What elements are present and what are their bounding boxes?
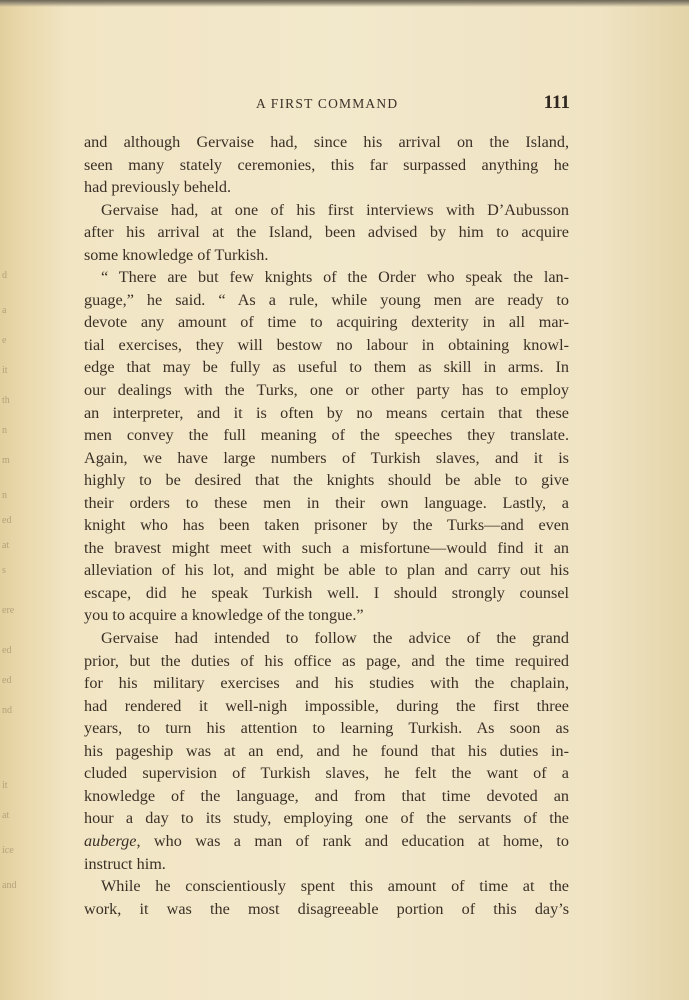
text-line: you to acquire a knowledge of the tongue.”: [84, 606, 364, 625]
bleed-fragment: ed: [2, 645, 12, 656]
text-line: tial exercises, they will bestow no labour in obtaining knowl-: [84, 335, 569, 354]
text-line: knowledge of the language, and from that time devoted an: [84, 786, 569, 805]
bleed-fragment: s: [2, 565, 6, 576]
text-line: cluded supervision of Turkish slaves, he felt the want of a: [84, 764, 569, 783]
bleed-fragment: at: [2, 810, 10, 821]
bleed-fragment: ed: [2, 515, 12, 526]
text-line: our dealings with the Turks, one or other party has to employ: [84, 381, 569, 400]
text-line: after his arrival at the Island, been advised by him to acquire: [84, 223, 569, 242]
text-line: Gervaise had intended to follow the advice of the grand: [101, 629, 569, 648]
text-line: hour a day to its study, employing one of the servants of the: [84, 809, 569, 828]
running-header: [84, 92, 570, 116]
page-top-edge: [0, 0, 689, 7]
text-line: highly to be desired that the knights should be able to give: [84, 471, 569, 490]
text-line: their orders to these men in their own language. Lastly, a: [84, 493, 569, 512]
text-line: knight who has been taken prisoner by the Turks—and even: [84, 516, 569, 535]
bleed-fragment: th: [2, 395, 10, 406]
text-line: Again, we have large numbers of Turkish slaves, and it is: [84, 448, 569, 467]
text-line: his pageship was at an end, and he found that his duties in-: [84, 741, 569, 760]
text-line: some knowledge of Turkish.: [84, 245, 269, 264]
bleed-fragment: m: [2, 455, 10, 466]
bleed-fragment: at: [2, 540, 10, 551]
bleed-fragment: ed: [2, 675, 12, 686]
bleed-fragment: d: [2, 270, 7, 281]
text-line: guage,” he said. “ As a rule, while young men are ready to: [84, 290, 569, 309]
text-line: for his military exercises and his studies with the chaplain,: [84, 674, 569, 693]
text-line: work, it was the most disagreeable portion of this day’s: [84, 899, 569, 918]
text-line: had rendered it well-nigh impossible, during the first three: [84, 696, 569, 715]
text-line: prior, but the duties of his office as page, and the time required: [84, 651, 569, 670]
body-text: [84, 131, 569, 920]
bleed-fragment: and: [2, 880, 17, 891]
text-line: [84, 830, 569, 853]
text-line: and although Gervaise had, since his arrival on the Island,: [84, 133, 569, 151]
text-line: men convey the full meaning of the speeches they translate.: [84, 426, 569, 445]
page-number: 111: [543, 92, 570, 113]
text-line: While he conscientiously spent this amount of time at the: [101, 877, 569, 896]
text-line: alleviation of his lot, and might be able to plan and carry out his: [84, 561, 569, 580]
italic-word: auberge: [84, 831, 137, 850]
text-line: years, to turn his attention to learning Turkish. As soon as: [84, 719, 569, 738]
bleed-fragment: ice: [2, 845, 14, 856]
bleed-fragment: a: [2, 305, 7, 316]
text-line: had previously beheld.: [84, 178, 231, 197]
text-line: seen many stately ceremonies, this far surpassed anything he: [84, 155, 569, 174]
text-segment: , who was a man of rank and education at home, to: [136, 831, 569, 850]
text-line: escape, did he speak Turkish well. I should strongly counsel: [84, 583, 569, 602]
bleed-fragment: n: [2, 425, 7, 436]
text-line: an interpreter, and it is often by no means certain that these: [84, 403, 569, 422]
bleed-fragment: nd: [2, 705, 12, 716]
text-line: instruct him.: [84, 854, 166, 873]
text-line: Gervaise had, at one of his first interviews with D’Aubusson: [101, 200, 569, 219]
bleed-fragment: e: [2, 335, 7, 346]
bleed-fragment: it: [2, 365, 8, 376]
running-title: A FIRST COMMAND: [256, 96, 399, 111]
text-line: the bravest might meet with such a misfortune—would find it an: [84, 538, 569, 557]
text-line: edge that may be fully as useful to them as skill in arms. In: [84, 358, 569, 377]
facing-page-bleed: [0, 250, 16, 930]
text-line: devote any amount of time to acquiring dexterity in all mar-: [84, 313, 569, 332]
bleed-fragment: n: [2, 490, 7, 501]
text-line: “ There are but few knights of the Order who speak the lan-: [101, 268, 569, 287]
bleed-fragment: ere: [2, 605, 15, 616]
bleed-fragment: it: [2, 780, 8, 791]
